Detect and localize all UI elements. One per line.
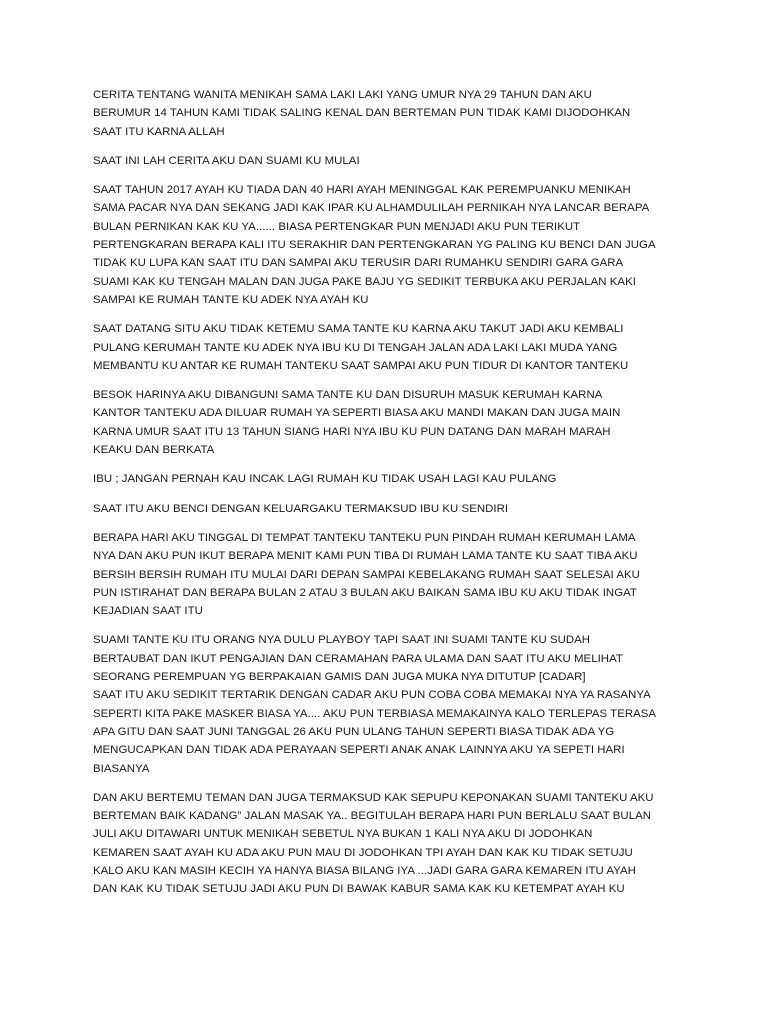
text-line: IBU ; JANGAN PERNAH KAU INCAK LAGI RUMAH KU TIDAK USAH LAGI KAU PULANG	[93, 473, 557, 486]
text-line: KARNA UMUR SAAT ITU 13 TAHUN SIANG HARI NYA IBU KU PUN DATANG DAN MARAH MARAH	[93, 425, 611, 438]
paragraph	[93, 789, 683, 899]
text-line: TIDAK KU LUPA KAN SAAT ITU DAN SAMPAI AKU TERUSIR DARI RUMAHKU SENDIRI GARA GARA	[93, 257, 624, 270]
text-line: SUAMI TANTE KU ITU ORANG NYA DULU PLAYBOY TAPI SAAT INI SUAMI TANTE KU SUDAH	[93, 634, 591, 647]
text-line: KEAKU DAN BERKATA	[93, 444, 215, 457]
text-line: PUN ISTIRAHAT DAN BERAPA BULAN 2 ATAU 3 BULAN AKU BAIKAN SAMA IBU KU AKU TIDAK INGAT	[93, 586, 637, 599]
text-line: CERITA TENTANG WANITA MENIKAH SAMA LAKI LAKI YANG UMUR NYA 29 TAHUN DAN AKU	[93, 89, 592, 101]
text-line: KEMAREN SAAT AYAH KU ADA AKU PUN MAU DI JODOHKAN TPI AYAH DAN KAK KU TIDAK SETUJU	[93, 846, 633, 859]
paragraph	[93, 181, 683, 309]
paragraph	[93, 500, 683, 518]
paragraph	[93, 529, 683, 620]
document-body	[93, 86, 683, 910]
paragraph	[93, 152, 683, 170]
text-line: NYA DAN AKU PUN IKUT BERAPA MENIT KAMI PUN TIBA DI RUMAH LAMA TANTE KU SAAT TIBA AKU	[93, 550, 638, 563]
text-line: BULAN PERNIKAN KAK KU YA...... BIASA PERTENGKAR PUN MENJADI AKU PUN TERIKUT	[93, 220, 581, 233]
text-line: BERTAUBAT DAN IKUT PENGAJIAN DAN CERAMAHAN PARA ULAMA DAN SAAT ITU AKU MELIHAT	[93, 652, 623, 665]
text-line: SEORANG PEREMPUAN YG BERPAKAIAN GAMIS DAN JUGA MUKA NYA DITUTUP [CADAR]	[93, 671, 586, 684]
text-line: BIASANYA	[93, 762, 150, 775]
text-line: MENGUCAPKAN DAN TIDAK ADA PERAYAAN SEPERTI ANAK ANAK LAINNYA AKU YA SEPETI HARI	[93, 744, 625, 757]
paragraph	[93, 386, 683, 459]
text-line: BERSIH BERSIH RUMAH ITU MULAI DARI DEPAN SAMPAI KEBELAKANG RUMAH SAAT SELESAI AKU	[93, 568, 640, 581]
text-line: SUAMI KAK KU TENGAH MALAN DAN JUGA PAKE BAJU YG SEDIKIT TERBUKA AKU PERJALAN KAKI	[93, 275, 636, 288]
text-line: KEJADIAN SAAT ITU	[93, 605, 203, 618]
text-line: APA GITU DAN SAAT JUNI TANGGAL 26 AKU PUN ULANG TAHUN SEPERTI BIASA TIDAK ADA YG	[93, 725, 615, 738]
text-line: SAAT ITU KARNA ALLAH	[93, 125, 225, 138]
text-line: SEPERTI KITA PAKE MASKER BIASA YA.... AKU PUN TERBIASA MEMAKAINYA KALO TERLEPAS TERASA	[93, 707, 657, 720]
paragraph	[93, 320, 683, 375]
paragraph	[93, 631, 683, 777]
text-line: SAMA PACAR NYA DAN SEKANG JADI KAK IPAR KU ALHAMDULILAH PERNIKAH NYA LANCAR BERAPA	[93, 202, 650, 215]
text-line: BESOK HARINYA AKU DIBANGUNI SAMA TANTE KU DAN DISURUH MASUK KERUMAH KARNA	[93, 389, 603, 402]
text-line: SAAT DATANG SITU AKU TIDAK KETEMU SAMA TANTE KU KARNA AKU TAKUT JADI AKU KEMBALI	[93, 323, 624, 336]
text-line: SAMPAI KE RUMAH TANTE KU ADEK NYA AYAH KU	[93, 293, 369, 306]
text-line: KALO AKU KAN MASIH KECIH YA HANYA BIASA BILANG IYA ...JADI GARA GARA KEMAREN ITU AYAH	[93, 864, 636, 877]
text-line: MEMBANTU KU ANTAR KE RUMAH TANTEKU SAAT SAMPAI AKU PUN TIDUR DI KANTOR TANTEKU	[93, 359, 629, 372]
text-line: BERTEMAN BAIK KADANG” JALAN MASAK YA.. BEGITULAH BERAPA HARI PUN BERLALU SAAT BULAN	[93, 810, 652, 823]
text-line: PERTENGKARAN BERAPA KALI ITU SERAKHIR DAN PERTENGKARAN YG PALING KU BENCI DAN JUGA	[93, 239, 656, 252]
text-line: PULANG KERUMAH TANTE KU ADEK NYA IBU KU DI TENGAH JALAN ADA LAKI LAKI MUDA YANG	[93, 341, 618, 354]
paragraph	[93, 86, 683, 141]
text-line: SAAT INI LAH CERITA AKU DAN SUAMI KU MULAI	[93, 154, 360, 167]
text-line: DAN KAK KU TIDAK SETUJU JADI AKU PUN DI BAWAK KABUR SAMA KAK KU KETEMPAT AYAH KU	[93, 883, 625, 896]
text-line: SAAT TAHUN 2017 AYAH KU TIADA DAN 40 HARI AYAH MENINGGAL KAK PEREMPUANKU MENIKAH	[93, 184, 631, 197]
text-line: SAAT ITU AKU SEDIKIT TERTARIK DENGAN CADAR AKU PUN COBA COBA MEMAKAI NYA YA RASANYA	[93, 689, 651, 702]
text-line: BERAPA HARI AKU TINGGAL DI TEMPAT TANTEKU TANTEKU PUN PINDAH RUMAH KERUMAH LAMA	[93, 531, 636, 544]
text-line: JULI AKU DITAWARI UNTUK MENIKAH SEBETUL NYA BUKAN 1 KALI NYA AKU DI JODOHKAN	[93, 828, 593, 841]
text-line: KANTOR TANTEKU ADA DILUAR RUMAH YA SEPERTI BIASA AKU MANDI MAKAN DAN JUGA MAIN	[93, 407, 621, 420]
text-line: BERUMUR 14 TAHUN KAMI TIDAK SALING KENAL DAN BERTEMAN PUN TIDAK KAMI DIJODOHKAN	[93, 107, 631, 120]
text-line: SAAT ITU AKU BENCI DENGAN KELUARGAKU TERMAKSUD IBU KU SENDIRI	[93, 502, 509, 515]
text-line: DAN AKU BERTEMU TEMAN DAN JUGA TERMAKSUD KAK SEPUPU KEPONAKAN SUAMI TANTEKU AKU	[93, 791, 654, 804]
paragraph	[93, 470, 683, 488]
